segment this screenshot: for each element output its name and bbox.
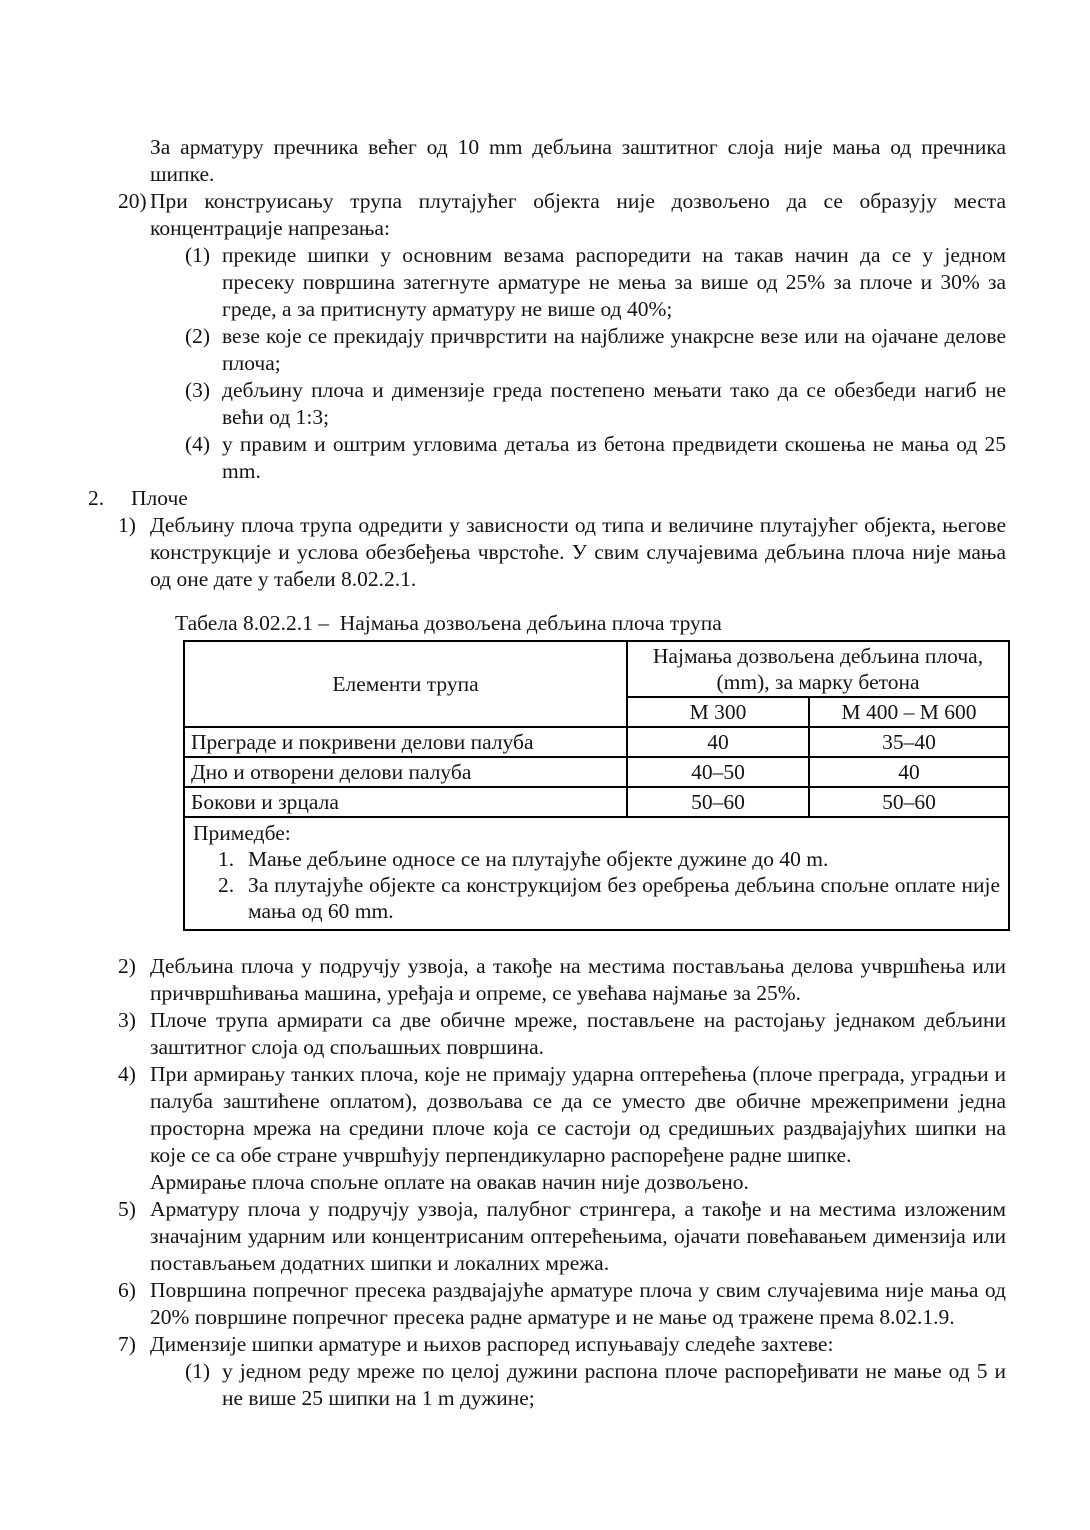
row-m400-600: 35–40 bbox=[809, 727, 1009, 757]
intro-paragraph: За арматуру пречника већег од 10 mm дебљина заштитног слоја није мања од пречника шипке. bbox=[150, 135, 1006, 186]
list-item-20-number: 20) bbox=[118, 189, 147, 213]
min-thickness-table bbox=[183, 640, 1010, 931]
table-row-dno bbox=[184, 757, 1009, 787]
item-text: При армирању танких плоча, које не примају ударна оптерећења (плоче преграда, уградњи и палуба заштићене оплатом), дозвољава се да се уместо две обичне мрежепримени једна просторна мрежа на средини плоче која се састоји од средишњих раздвајајућих шипки на које се са обе стране учвршћују перпендикуларно распоређене радне шипке. bbox=[150, 1062, 1006, 1167]
section-2-item-4 bbox=[88, 1061, 1006, 1196]
item-number: 1) bbox=[118, 513, 136, 537]
note-text: За плутајуће објекте са конструкцијом без оребрења дебљина спољне оплате није мања од 60 mm. bbox=[248, 873, 1000, 923]
item-number: 2) bbox=[118, 954, 136, 978]
item-text: Површина попречног пресека раздвајајуће арматуре плоча у свим случајевима није мања од 20% површине попречног пресека радне арматуре и не мање од тражене према 8.02.1.9. bbox=[150, 1278, 1006, 1329]
row-m300: 40–50 bbox=[627, 757, 809, 787]
header-group: Најмања дозвољена дебљина плоча, (mm), за марку бетона bbox=[627, 641, 1009, 697]
note-2 bbox=[193, 872, 1000, 924]
list-item-20-sub-4 bbox=[88, 431, 1006, 485]
item-text: Дебљину плоча трупа одредити у зависности од типа и величине плутајућег објекта, његове конструкције и услова обезбеђења чврстоће. У свим случајевима дебљина плоча није мања од оне дате у табели 8.02.2.1. bbox=[150, 513, 1006, 591]
section-2-item-7 bbox=[88, 1331, 1006, 1358]
item-number: 3) bbox=[118, 1008, 136, 1032]
subitem-number: (1) bbox=[185, 1359, 211, 1383]
item-number: 5) bbox=[118, 1197, 136, 1221]
subitem-number: (2) bbox=[185, 324, 211, 348]
subitem-text: прекиде шипки у основним везама распоредити на такав начин да се у једном пресеку површина затегнуте арматуре не мења за више од 25% за плоче и 30% за греде, а за притиснуту арматуру не више од 40%; bbox=[222, 243, 1006, 321]
subitem-number: (1) bbox=[185, 243, 211, 267]
subitem-text: у једном реду мреже по целој дужини распона плоче распоређивати не мање од 5 и не више 25 шипки на 1 m дужине; bbox=[222, 1359, 1006, 1410]
item-text: Дебљина плоча у подручју узвоја, а такође на местима постављања делова учвршћења или причвршћивања машина, уређаја и опреме, се увећава најмање за 25%. bbox=[150, 954, 1006, 1005]
section-2-item-2 bbox=[88, 953, 1006, 1007]
list-item-20 bbox=[88, 188, 1006, 242]
row-m400-600: 40 bbox=[809, 757, 1009, 787]
subitem-text: дебљину плоча и димензије греда постепено мењати тако да се обезбеди нагиб не већи од 1:3; bbox=[222, 378, 1006, 429]
item-extra-text: Армирање плоча спољне оплате на овакав начин није дозвољено. bbox=[150, 1170, 749, 1194]
note-number: 1. bbox=[218, 847, 235, 871]
table-caption: Табела 8.02.2.1 – Најмања дозвољена дебљина плоча трупа bbox=[175, 611, 722, 635]
header-m300: М 300 bbox=[627, 697, 809, 727]
list-item-20-text: При конструисању трупа плутајућег објекта није дозвољено да се образују места концентрације напрезања: bbox=[150, 189, 1006, 240]
note-1 bbox=[193, 846, 1000, 872]
table-row-bokovi bbox=[184, 787, 1009, 817]
item-text: Димензије шипки арматуре и њихов распоред испуњавају следеће захтеве: bbox=[150, 1332, 834, 1356]
section-2-title: Плоче bbox=[131, 486, 188, 510]
table-header-row bbox=[184, 641, 1009, 697]
list-item-20-sub-3 bbox=[88, 377, 1006, 431]
item-number: 4) bbox=[118, 1062, 136, 1086]
item-number: 6) bbox=[118, 1278, 136, 1302]
subitem-text: везе које се прекидају причврстити на најближе унакрсне везе или на ојачане делове плоча; bbox=[222, 324, 1006, 375]
list-item-20-sub-2 bbox=[88, 323, 1006, 377]
item-text: Плоче трупа армирати са две обичне мреже, постављене на растојању једнаком дебљини заштитног слоја од спољашњих површина. bbox=[150, 1008, 1006, 1059]
note-number: 2. bbox=[218, 873, 235, 897]
section-2-heading bbox=[88, 485, 1006, 512]
notes-title: Примедбе: bbox=[193, 821, 291, 845]
section-2-number: 2. bbox=[88, 486, 105, 510]
row-label: Дно и отворени делови палуба bbox=[184, 757, 627, 787]
item-number: 7) bbox=[118, 1332, 136, 1356]
table-notes-row bbox=[184, 817, 1009, 930]
row-label: Преграде и покривени делови палуба bbox=[184, 727, 627, 757]
row-m400-600: 50–60 bbox=[809, 787, 1009, 817]
list-item-20-sub-1 bbox=[88, 242, 1006, 323]
header-elements: Елементи трупа bbox=[184, 641, 627, 727]
header-m400-600: М 400 – М 600 bbox=[809, 697, 1009, 727]
row-m300: 40 bbox=[627, 727, 809, 757]
row-m300: 50–60 bbox=[627, 787, 809, 817]
subitem-text: у правим и оштрим угловима детаља из бетона предвидети скошења не мања од 25 mm. bbox=[222, 432, 1006, 483]
note-text: Мање дебљине односе се на плутајуће објекте дужине до 40 m. bbox=[248, 847, 829, 871]
item-text: Арматуру плоча у подручју узвоја, палубног стрингера, а такође и на местима изложеним значајним ударним или концентрисаним оптерећењима, ојачати повећавањем димензија или постављањем додатних шипки и локалних мрежа. bbox=[150, 1197, 1006, 1275]
table-row-pregrade bbox=[184, 727, 1009, 757]
section-2-item-5 bbox=[88, 1196, 1006, 1277]
subitem-number: (4) bbox=[185, 432, 211, 456]
section-2-item-7-sub-1 bbox=[88, 1358, 1006, 1412]
subitem-number: (3) bbox=[185, 378, 211, 402]
section-2-item-6 bbox=[88, 1277, 1006, 1331]
row-label: Бокови и зрцала bbox=[184, 787, 627, 817]
section-2-item-3 bbox=[88, 1007, 1006, 1061]
section-2-item-1 bbox=[88, 512, 1006, 593]
